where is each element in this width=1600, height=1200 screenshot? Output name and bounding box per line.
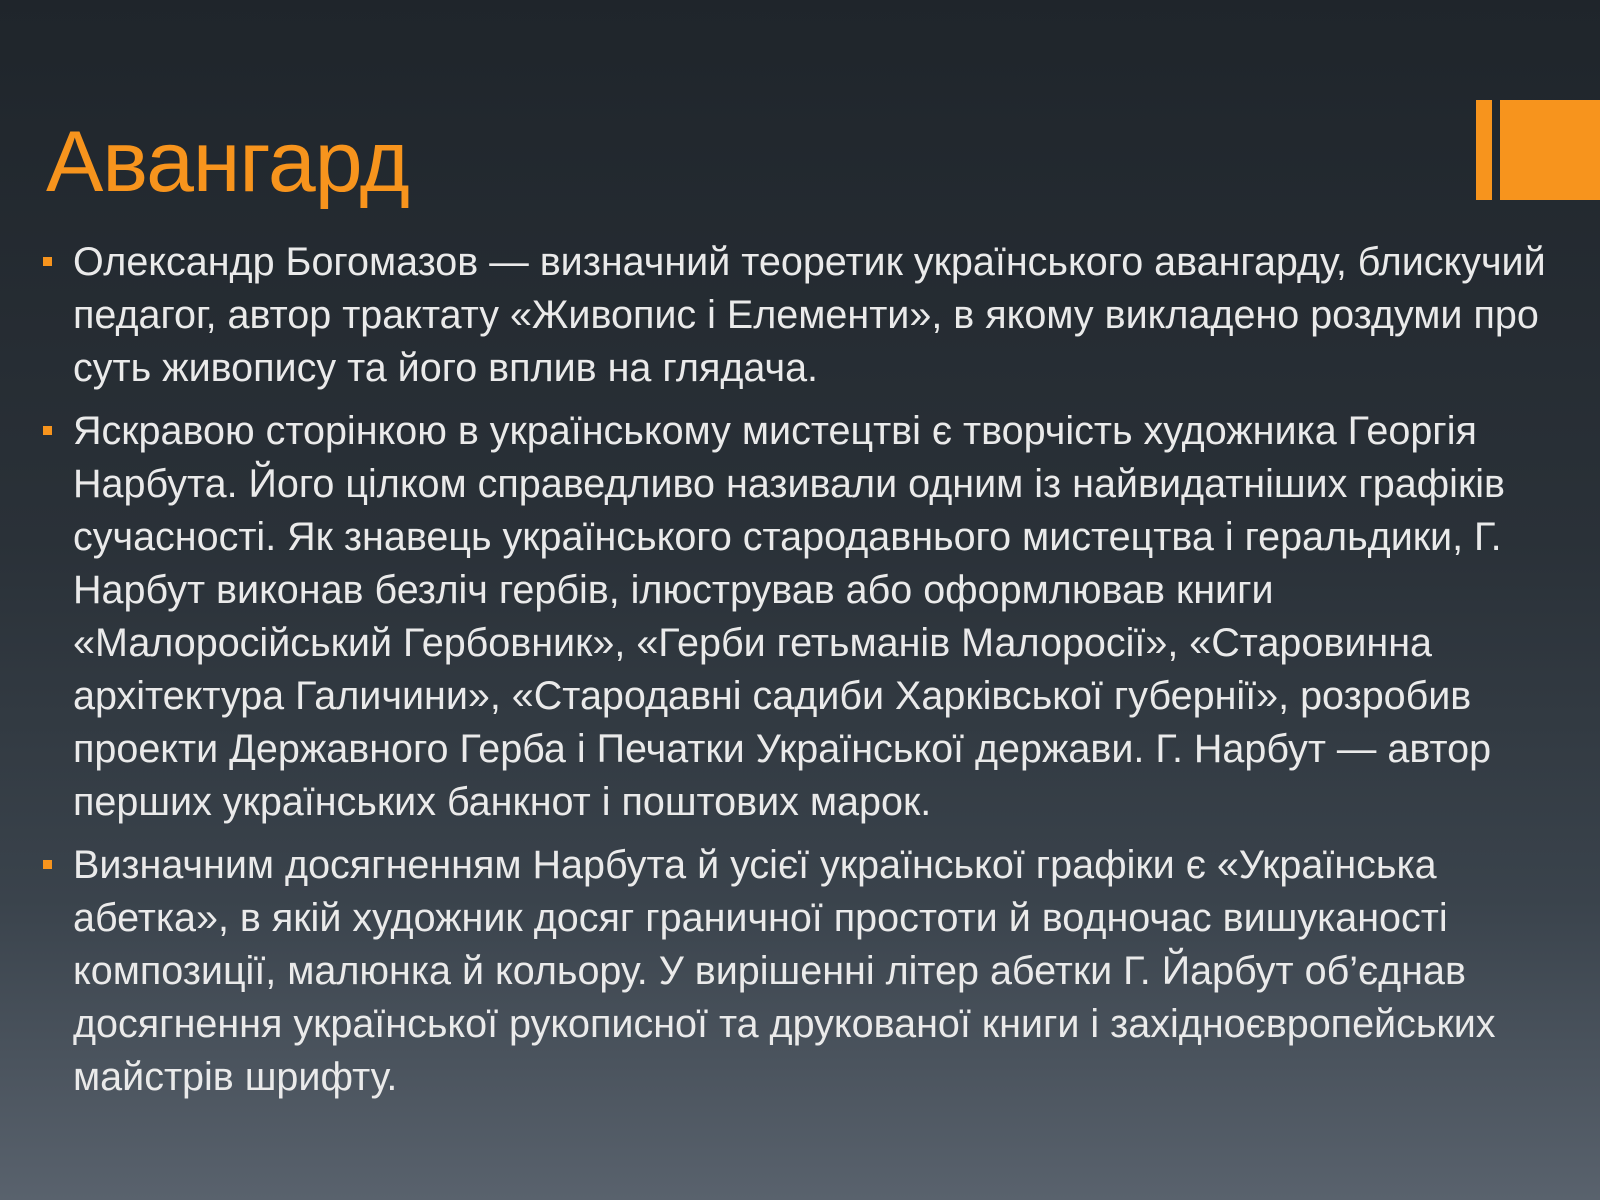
bullet-text: Олександр Богомазов — визначний теоретик українського авангарду, блискучий педагог, автор трактату «Живопис і Елементи», в якому викладено роздуми про суть живопису та його вплив на глядача.: [73, 240, 1546, 390]
bullet-text: Визначним досягненням Нарбута й усієї української графіки є «Українська абетка», в якій художник досяг граничної простоти й водночас вишуканості композиції, малюнка й кольору. У вирішенні літер абетки Г. Йарбут об’єднав досягнення української рукописної та друкованої книги і західноєвропейських майстрів шрифту.: [73, 843, 1496, 1099]
accent-bar: [1476, 100, 1492, 200]
bullet-item: [40, 839, 1565, 1104]
bullet-text: Яскравою сторінкою в українському мистецтві є творчість художника Георгія Нарбута. Його цілком справедливо називали одним із найвидатніших графіків сучасності. Як знавець українського стародавнього мистецтва і геральдики, Г. Нарбут виконав безліч гербів, ілюстрував або оформлював книги «Малоросійський Гербовник», «Герби гетьманів Малоросії», «Старовинна архітектура Галичини», «Стародавні садиби Харківської губернії», розробив проекти Державного Герба і Печатки Української держави. Г. Нарбут — автор перших українських банкнот і поштових марок.: [73, 409, 1505, 824]
bullet-item: [40, 236, 1565, 395]
square-bullet-icon: [43, 257, 52, 266]
accent-block: [1500, 100, 1600, 200]
bullet-list: [40, 236, 1565, 1114]
slide-title: Авангард: [46, 114, 409, 210]
square-bullet-icon: [43, 860, 52, 869]
bullet-item: [40, 405, 1565, 829]
square-bullet-icon: [43, 426, 52, 435]
